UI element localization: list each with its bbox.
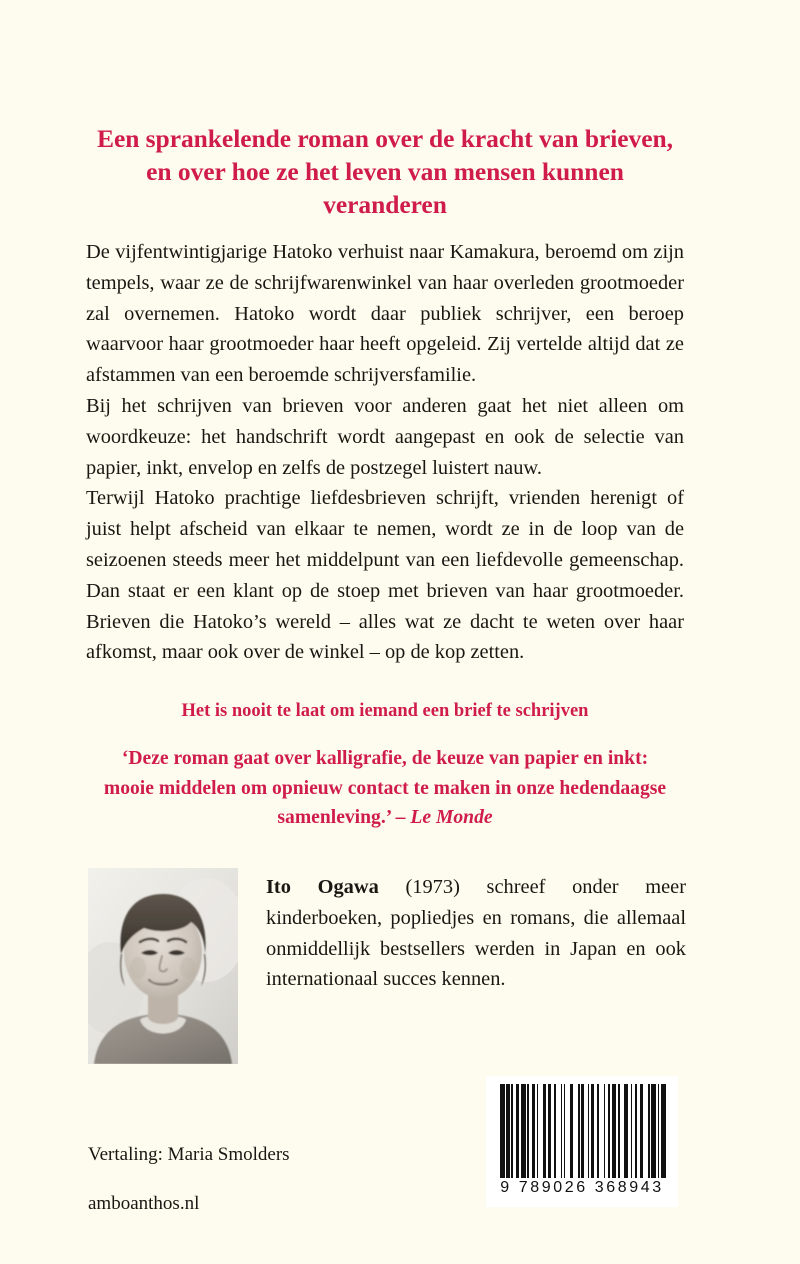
press-quote xyxy=(98,744,672,833)
author-portrait xyxy=(88,868,238,1064)
press-quote-text: ‘Deze roman gaat over kalligrafie, de keuze van papier en inkt: mooie middelen om opnieuw contact te maken in onze hedendaagse samenleving.’ – xyxy=(103,748,667,828)
barcode xyxy=(486,1076,678,1207)
tagline: Het is nooit te laat om iemand een brief te schrijven xyxy=(181,701,589,721)
blurb-paragraph-2: Bij het schrijven van brieven voor anderen gaat het niet alleen om woordkeuze: het handschrift wordt aangepast en ook de selectie van papier, inkt, envelop en zelfs de postzegel luistert nauw. xyxy=(86,394,684,479)
barcode-bars xyxy=(500,1084,666,1178)
publisher-website: amboanthos.nl xyxy=(88,1193,200,1214)
blurb-text xyxy=(86,237,684,668)
isbn-digits: 9 789026 368943 xyxy=(500,1179,664,1196)
page-title: Een sprankelende roman over de kracht van brieven, en over hoe ze het leven van mensen kunnen veranderen xyxy=(97,124,673,219)
author-portrait-image xyxy=(88,868,238,1064)
barcode-bar xyxy=(661,1084,666,1178)
press-quote-source: Le Monde xyxy=(410,807,493,828)
author-bio-text: (1973) schreef onder meer kinderboeken, popliedjes en romans, die allemaal onmiddellijk bestsellers werden in Japan en ook internationaal succes kennen. xyxy=(266,876,686,991)
author-name: Ito Ogawa xyxy=(266,876,379,898)
blurb-paragraph-3: Terwijl Hatoko prachtige liefdesbrieven schrijft, vrienden herenigt of juist helpt afscheid van elkaar te nemen, wordt ze in de loop van de seizoenen steeds meer het middelpunt van een liefdevolle gemeenschap. Dan staat er een klant op de stoep met brieven van haar grootmoeder. Brieven die Hatoko’s wereld – alles wat ze dacht te weten over haar afkomst, maar ook over de winkel – op de kop zetten. xyxy=(86,487,684,664)
blurb-paragraph-1: De vijfentwintigjarige Hatoko verhuist naar Kamakura, beroemd om zijn tempels, waar ze de schrijfwarenwinkel van haar overleden grootmoeder zal overnemen. Hatoko wordt daar publiek schrijver, een beroep waarvoor haar grootmoeder haar heeft opgeleid. Zij vertelde altijd dat ze afstammen van een beroemde schrijversfamilie. xyxy=(86,241,684,387)
translator-credit: Vertaling: Maria Smolders xyxy=(88,1144,290,1165)
author-bio xyxy=(266,872,686,995)
